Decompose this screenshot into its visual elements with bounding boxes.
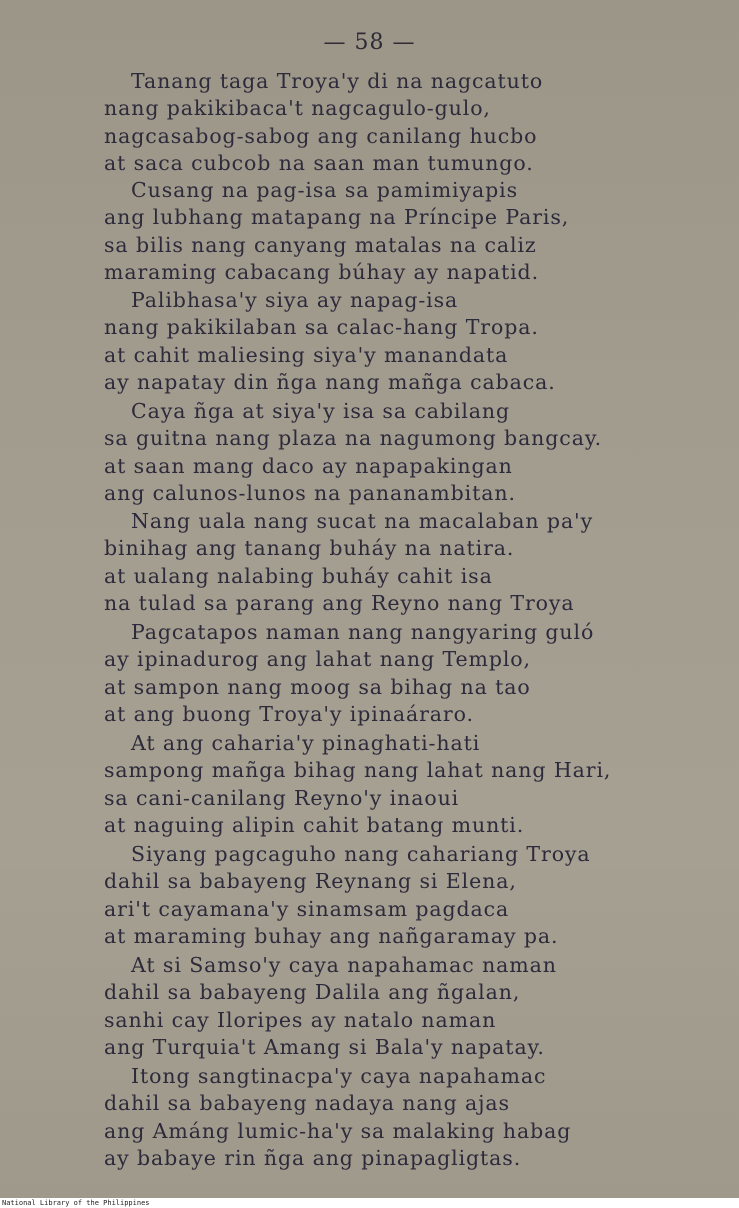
stanza [104,68,704,177]
verse-line: Caya ñga at siya'y isa sa cabilang [131,399,511,423]
verse-line: dahil sa babayeng Dalila ang ñgalan, [104,980,521,1005]
verse-line: at maraming buhay ang nañgaramay pa. [104,923,559,948]
stanza [104,841,704,950]
library-credit: National Library of the Philippines [2,1199,150,1207]
verse-line: sa bilis nang canyang matalas na caliz [104,232,537,257]
verse-line: ang calunos-lunos na pananambitan. [104,480,516,505]
verse-line: nagcasabog-sabog ang canilang hucbo [104,123,538,148]
verse-line: maraming cabacang búhay ay napatid. [104,259,539,284]
stanza [104,508,704,617]
verse-line: Nang uala nang sucat na macalaban pa'y [131,509,594,533]
verse-line: binihag ang tanang buháy na natira. [104,536,515,561]
footer-strip [0,1198,739,1208]
verse-line: Pagcatapos naman nang nangyaring guló [131,620,595,644]
verse-line: Palibhasa'y siya ay napag-isa [131,288,459,312]
verse-line: Itong sangtinacpa'y caya napahamac [131,1064,547,1088]
stanza [104,398,704,507]
verse-line: ari't cayamana'y sinamsam pagdaca [104,896,510,921]
verse-line: Siyang pagcaguho nang cahariang Troya [131,842,591,866]
verse-line: at ang buong Troya'y ipinaáraro. [104,701,474,726]
stanza [104,1063,704,1172]
verse-line: Tanang taga Troya'y di na nagcatuto [131,69,544,93]
stanza [104,287,704,396]
verse-line: nang pakikilaban sa calac-hang Tropa. [104,315,539,340]
verse-line: at sampon nang moog sa bihag na tao [104,674,531,699]
verse-line: at cahit maliesing siya'y manandata [104,342,509,367]
verse-line: Cusang na pag-isa sa pamimiyapis [131,178,519,202]
verse-line: ang Amáng lumic-ha'y sa malaking habag [104,1118,572,1143]
verse-line: at saca cubcob na saan man tumungo. [104,150,534,175]
stanza [104,730,704,839]
verse-line: nang pakikibaca't nagcagulo-gulo, [104,96,491,121]
verse-line: na tulad sa parang ang Reyno nang Troya [104,590,575,615]
verse-line: sampong mañga bihag nang lahat nang Hari, [104,758,612,783]
verse-line: sa cani-canilang Reyno'y inaoui [104,785,460,810]
verse-line: sanhi cay Iloripes ay natalo naman [104,1007,497,1032]
verse-line: dahil sa babayeng Reynang si Elena, [104,869,517,894]
verse-line: dahil sa babayeng nadaya nang ajas [104,1091,510,1116]
verse-line: at ualang nalabing buháy cahit isa [104,563,493,588]
verse-line: at naguing alipin cahit batang munti. [104,812,525,837]
stanza [104,952,704,1061]
page-number: — 58 — [323,30,416,55]
verse-line: ay ipinadurog ang lahat nang Templo, [104,647,531,672]
verse-line: ay napatay din ñga nang mañga cabaca. [104,369,556,394]
verse-line: At ang caharia'y pinaghati-hati [131,731,481,755]
verse-line: ang Turquia't Amang si Bala'y napatay. [104,1034,545,1059]
stanza [104,619,704,728]
verse-line: At si Samso'y caya napahamac naman [131,953,557,977]
verse-line: ang lubhang matapang na Príncipe Paris, [104,205,570,230]
verse-line: ay babaye rin ñga ang pinapagligtas. [104,1145,522,1170]
verse-line: sa guitna nang plaza na nagumong bangcay. [104,426,602,451]
verse-line: at saan mang daco ay napapakingan [104,453,513,478]
stanza [104,177,704,286]
